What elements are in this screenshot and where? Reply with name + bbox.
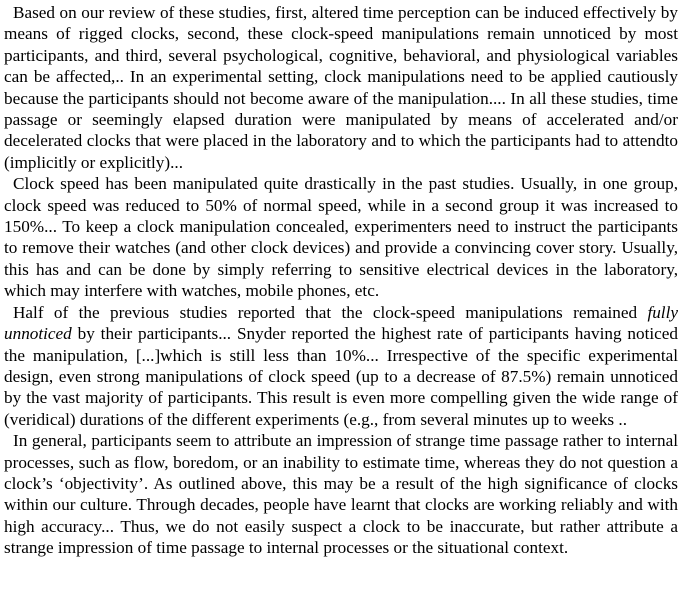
paragraph-1: Based on our review of these studies, first, altered time perception can be induced effectively by means of rigged clocks, second, these clock-speed manipulations remain unnoticed by most participants, and third, several psychological, cognitive, behavioral, and physiological variables can be affected,.. In an experimental setting, clock manipulations need to be applied cautiously because the participants should not become aware of the manipulation.... In all these studies, time passage or seemingly elapsed duration were manipulated by means of accelerated and/or decelerated clocks that were placed in the laboratory and to which the participants had to attendto (implicitly or explicitly)... — [4, 3, 678, 172]
paragraph-4: In general, participants seem to attribute an impression of strange time passage rather to internal processes, such as flow, boredom, or an inability to estimate time, whereas they do not question a clock’s ‘objectivity’. As outlined above, this may be a result of the high significance of clocks within our culture. Through decades, people have learnt that clocks are working reliably and with high accuracy... Thus, we do not easily suspect a clock to be inaccurate, but rather attribute a strange impression of time passage to internal processes or the situational context. — [4, 431, 678, 558]
paragraph-3-text-start: Half of the previous studies reported that the clock-speed manipulations remained — [13, 302, 648, 322]
paragraph-3-text-end: by their participants... Snyder reported the highest rate of participants having noticed the manipulation, [...]which is still less than 10%... Irrespective of the specific experimental design, even strong manipulations of clock speed (up to a decrease of 87.5%) remain unnoticed by the vast majority of participants. This result is even more compelling given the wide range of (veridical) durations of the different experiments (e.g., from several minutes up to weeks .. — [4, 324, 678, 429]
paragraph-2: Clock speed has been manipulated quite drastically in the past studies. Usually, in one group, clock speed was reduced to 50% of normal speed, while in a second group it was increased to 150%... To keep a clock manipulation concealed, experimenters need to instruct the participants to remove their watches (and other clock devices) and provide a convincing cover story. Usually, this has and can be done by simply referring to sensitive electrical devices in the laboratory, which may interfere with watches, mobile phones, etc. — [4, 174, 678, 301]
document-body — [4, 2, 678, 559]
paragraph-3 — [4, 302, 678, 430]
paragraph-3-emphasis: fully unnoticed — [4, 302, 678, 344]
